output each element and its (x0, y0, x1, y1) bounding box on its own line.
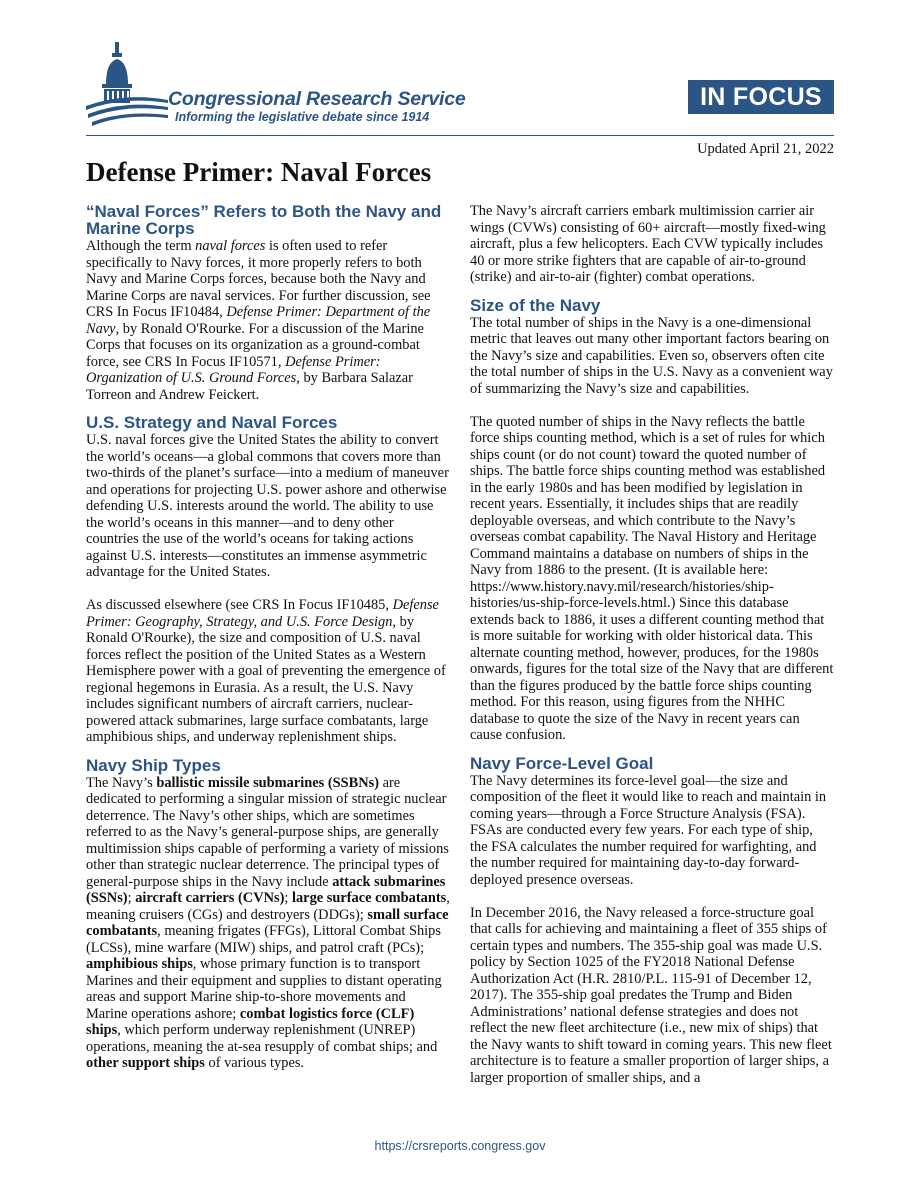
paragraph: The total number of ships in the Navy is a one-dimensional metric that leaves out many other important factors bearing on the Navy’s size and capabilities. Even so, observers often cite the total number of ships in the U.S. Navy as a convenient way of summarizing the Navy’s size and capabilities. (470, 314, 833, 397)
paragraph: The Navy determines its force-level goal—the size and composition of the fleet it would like to reach and maintain in coming years—through a Force Structure Analysis (FSA). FSAs are conducted every few years. For each type of ship, the FSA calculates the number required for warfighting, and the number required for maintaining day-to-day forward-deployed presence overseas. (470, 772, 827, 888)
page-title: Defense Primer: Naval Forces (86, 157, 432, 187)
left-column (86, 203, 450, 1072)
section-heading: “Naval Forces” Refers to Both the Navy and Marine Corps (86, 202, 442, 238)
paragraph: The Navy’s aircraft carriers embark multimission carrier air wings (CVWs) consisting of 60+ aircraft—mostly fixed-wing aircraft, plus a few helicopters. Each CVW typically includes 40 or more strike fighters that are capable of air-to-ground (strike) and air-to-air (fighter) combat operations. (470, 203, 826, 285)
header-rule (86, 135, 834, 136)
paragraph: U.S. naval forces give the United States the ability to convert the world’s oceans—a global commons that covers more than two-thirds of the planet’s surface—into a medium of maneuver and operations for projecting U.S. power ashore and otherwise defending U.S. interests around the world. The ability to use the world’s oceans in this manner—and to deny other countries the use of the world’s oceans for taking actions against U.S. interests—constitutes an immense asymmetric advantage for the United States. (86, 432, 449, 580)
paragraph: As discussed elsewhere (see CRS In Focus IF10485, Defense Primer: Geography, Strategy, and U.S. Force Design, by Ronald O'Rourke), the size and composition of U.S. naval forces reflect the position of the United States as a Western Hemisphere power with a goal of preventing the emergence of regional hegemons in Eurasia. As a result, the U.S. Navy includes significant numbers of aircraft carriers, nuclear-powered attack submarines, large surface combatants, large amphibious ships, and underway replenishment ships. (86, 597, 446, 745)
section-heading: Navy Ship Types (86, 755, 221, 775)
paragraph: The quoted number of ships in the Navy reflects the battle force ships counting method, which is a set of rules for which ships count (or do not count) toward the quoted number of ships. The battle force ships counting method was established in the early 1980s and has been modified by legislation in recent years. Essentially, it includes ships that are readily deployable overseas, and which contribute to the Navy’s overseas combat capability. The Naval History and Heritage Command maintains a database on numbers of ships in the Navy from 1886 to the present. (It is available here: https://www.history.navy.mil/research/histories/ship-histories/us-ship-force-levels.html.) Since this database extends back to 1886, it uses a different counting method that is more suitable for working with older historical data. This alternate counting method, however, produces, for the 1980s onwards, figures for the total size of the Navy that are different than the figures produced by the battle force ships counting method. For this reason, using figures from the NHHC database to quote the size of the Navy in recent years can cause confusion. (470, 413, 834, 743)
capitol-dome-icon (84, 40, 168, 130)
page-header (0, 0, 920, 160)
right-column (470, 203, 834, 1086)
paragraph: In December 2016, the Navy released a force-structure goal that calls for achieving and maintaining a fleet of 355 ships of certain types and numbers. The 355-ship goal was made U.S. policy by Section 1025 of the FY2018 National Defense Authorization Act (H.R. 2810/P.L. 115-91 of December 12, 2017). The 355-ship goal predates the Trump and Biden Administrations’ national defense strategies and does not reflect the new fleet architecture (i.e., new mix of ships) that the Navy wants to shift toward in coming years. This new fleet architecture is to feature a smaller proportion of larger ships, a larger proportion of smaller ships, and a (470, 904, 832, 1086)
footer-url[interactable]: https://crsreports.congress.gov (374, 1139, 546, 1153)
updated-date: Updated April 21, 2022 (697, 141, 834, 157)
paragraph: Although the term naval forces is often used to refer specifically to Navy forces, it more properly refers to both Navy and Marine Corps forces, because both the Navy and Marine Corps are naval services. For further discussion, see CRS In Focus IF10484, Defense Primer: Department of the Navy, by Ronald O'Rourke. For a discussion of the Marine Corps that focuses on its organization as a ground-combat force, see CRS In Focus IF10571, Defense Primer: Organization of U.S. Ground Forces, by Barbara Salazar Torreon and Andrew Feickert. (86, 238, 431, 403)
org-name: Congressional Research Service (168, 88, 466, 110)
paragraph: The Navy’s ballistic missile submarines (SSBNs) are dedicated to performing a singular mission of strategic nuclear deterrence. The Navy’s other ships, which are sometimes referred to as the Navy’s general-purpose ships, are generally multimission ships capable of performing a variety of missions other than strategic nuclear deterrence. The principal types of general-purpose ships in the Navy include attack submarines (SSNs); aircraft carriers (CVNs); large surface combatants, meaning cruisers (CGs) and destroyers (DDGs); small surface combatants, meaning frigates (FFGs), Littoral Combat Ships (LCSs), mine warfare (MIW) ships, and patrol craft (PCs); amphibious ships, whose primary function is to transport Marines and their equipment and supplies to distant operating areas and support Marine ship-to-shore movements and Marine operations ashore; combat logistics force (CLF) ships, which perform underway replenishment (UNREP) operations, meaning the at-sea resupply of combat ships; and other support ships of various types. (86, 774, 450, 1071)
section-heading: Navy Force-Level Goal (470, 753, 654, 773)
org-tagline: Informing the legislative debate since 1914 (175, 110, 430, 124)
section-heading: Size of the Navy (470, 295, 601, 315)
section-heading: U.S. Strategy and Naval Forces (86, 413, 338, 432)
in-focus-badge: IN FOCUS (688, 80, 834, 114)
